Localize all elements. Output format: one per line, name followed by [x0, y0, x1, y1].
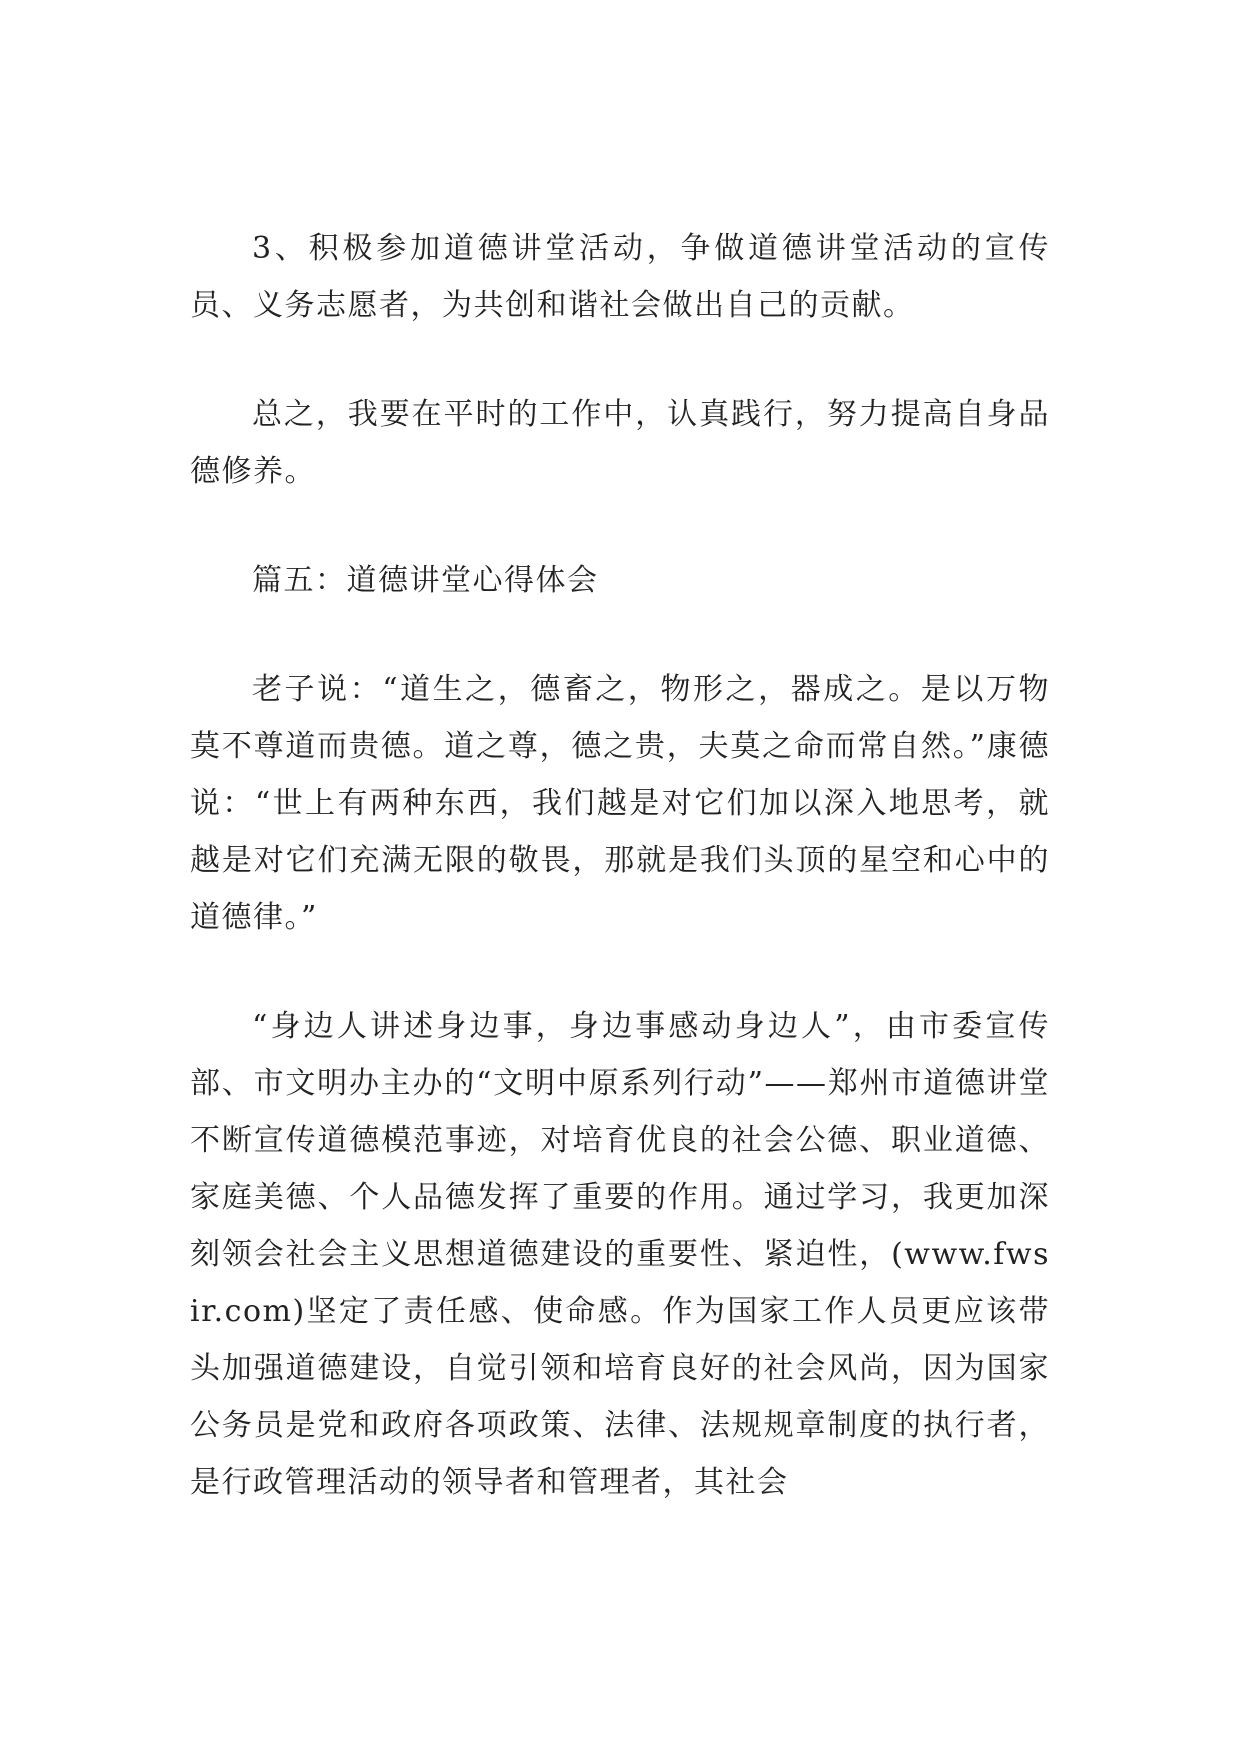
section-heading: 篇五：道德讲堂心得体会	[252, 563, 599, 598]
document-body	[190, 220, 1050, 1563]
paragraph-conclusion: 总之，我要在平时的工作中，认真践行，努力提高自身品德修养。	[190, 397, 1050, 489]
paragraph-main: “身边人讲述身边事，身边事感动身边人”，由市委宣传部、市文明办主办的“文明中原系列行动”——郑州市道德讲堂不断宣传道德模范事迹，对培育优良的社会公德、职业道德、家庭美德、个人品德发挥了重要的作用。通过学习，我更加深刻领会社会主义思想道德建设的重要性、紧迫性，(www.fwsir.com)坚定了责任感、使命感。作为国家工作人员更应该带头加强道德建设，自觉引领和培育良好的社会风尚，因为国家公务员是党和政府各项政策、法律、法规规章制度的执行者，是行政管理活动的领导者和管理者，其社会	[190, 1009, 1050, 1500]
paragraph-quotes: 老子说：“道生之，德畜之，物形之，器成之。是以万物莫不尊道而贵德。道之尊，德之贵，夫莫之命而常自然。”康德说：“世上有两种东西，我们越是对它们加以深入地思考，就越是对它们充满无限的敬畏，那就是我们头顶的星空和心中的道德律。”	[190, 672, 1050, 935]
paragraph-item-3: 3、积极参加道德讲堂活动，争做道德讲堂活动的宣传员、义务志愿者，为共创和谐社会做出自己的贡献。	[190, 231, 1050, 323]
